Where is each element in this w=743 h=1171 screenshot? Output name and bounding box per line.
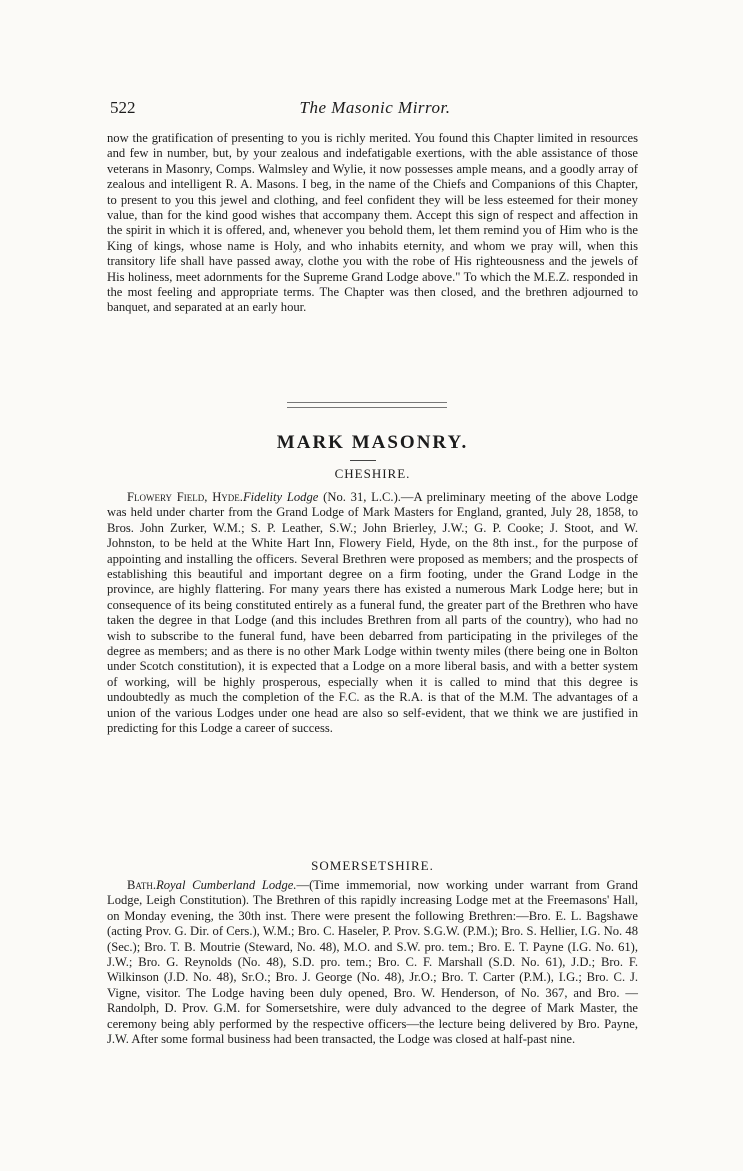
cheshire-heading: CHESHIRE. [334,466,411,481]
cheshire-place: Flowery Field, Hyde. [127,490,243,504]
page-number: 522 [110,98,136,117]
section-divider [287,402,447,408]
cheshire-report [107,490,638,737]
cheshire-lodge-name: Fidelity Lodge [242,490,319,504]
somersetshire-heading: SOMERSETSHIRE. [311,858,434,873]
cheshire-text: (No. 31, L.C.).—A preliminary meeting of the above Lodge was held under charter from the Grand Lodge of Mark Masters for England, granted, July 28, 1858, to Bros. John Zurker, W.M.; S. P. Leather, S.W.; John Brierley, J.W.; G. P. Cooke; J. Stoot, and W. Johnston, to be held at the White Hart Inn, Flowery Field, Hyde, on the 8th inst., for the purpose of appointing and installing the officers. Several Brethren were proposed as members; and the prospects of establishing this beautiful and important degree on a firm footing, under the Grand Lodge in the province, are highly flattering. For many years there has existed a numerous Mark Lodge here; but in consequence of its being constituted entirely as a funeral fund, the greater part of the Brethren who have taken the degree in that Lodge (and this includes Brethren from all parts of the country), who had no wish to subscribe to the funeral fund, have been debarred from participating in the privileges of the degree as members; and as there is no other Mark Lodge within twenty miles (there being one in Bolton under Scotch constitution), it is expected that a Lodge on a more liberal basis, and with a better system of working, will be highly prosperous, especially when it is called to mind that this degree is undoubtedly as much the completion of the F.C. as the R.A. is that of the M.M. The advantages of a union of the various Lodges under one head are also so self-evident, that we think we are justified in predicting for this Lodge a career of success. [107,490,638,736]
running-title: The Masonic Mirror. [299,98,451,117]
section-title: MARK MASONRY. [276,432,469,453]
somersetshire-text: —(Time immemorial, now working under warrant from Grand Lodge, Leigh Constitution). The Brethren of this rapidly increasing Lodge met at the Freemasons' Hall, on Monday evening, the 30th inst. There were present the following Brethren:—Bro. E. L. Bagshawe (acting Prov. G. Dir. of Cers.), W.M.; Bro. C. Haseler, P. Prov. S.G.W. (P.M.); Bro. S. Hellier, I.G. No. 48 (Sec.); Bro. T. B. Moutrie (Steward, No. 48), M.O. and S.W. pro. tem.; Bro. E. T. Payne (I.G. No. 61), J.W.; Bro. G. Reynolds (No. 48), S.D. pro. tem.; Bro. C. F. Marshall (S.D. No. 61), J.D.; Bro. F. Wilkinson (J.D. No. 48), Sr.O.; Bro. J. George (No. 48), Jr.O.; Bro. T. Carter (P.M.), I.G.; Bro. C. J. Vigne, visitor. The Lodge having been duly opened, Bro. W. Henderson, of No. 367, and Bro. — Randolph, D. Prov. G.M. for Somersetshire, were duly advanced to the degree of Mark Master, the ceremony being ably performed by the respective officers—the lecture being delivered by Bro. Payne, J.W. After some formal business had been transacted, the Lodge was closed at half-past nine. [107,878,638,1047]
somersetshire-report [107,878,638,1047]
page-header [110,98,640,122]
somersetshire-paragraph [107,878,638,1047]
intro-text: now the gratification of presenting to you is richly merited. You found this Chapter limited in resources and few in number, but, by your zealous and indefatigable exertions, with the able assistance of those veterans in Masonry, Comps. Walmsley and Wylie, it now possesses ample means, and a goodly array of zealous and intelligent R. A. Masons. I beg, in the name of the Chiefs and Companions of this Chapter, to present to you this jewel and clothing, and feel confident they will be less esteemed for their money value, than for the kind good wishes that accompany them. Accept this sign of respect and affection in the spirit in which it is offered, and, whenever you behold them, let them remind you of Him who is the King of kings, whose name is Holy, and who inhabits eternity, and whom we pray will, when this transitory life shall have passed away, clothe you with the robe of His righteousness and the jewels of His holiness, meet adornments for the Supreme Grand Lodge above." To which the M.E.Z. responded in the most feeling and appropriate terms. The Chapter was then closed, and the brethren adjourned to banquet, and separated at an early hour. [107,131,638,315]
title-underline [350,460,376,461]
intro-paragraph [107,131,638,316]
somersetshire-lodge-name: Royal Cumberland Lodge. [156,878,297,892]
somersetshire-place: Bath. [127,878,157,892]
cheshire-paragraph [107,490,638,737]
